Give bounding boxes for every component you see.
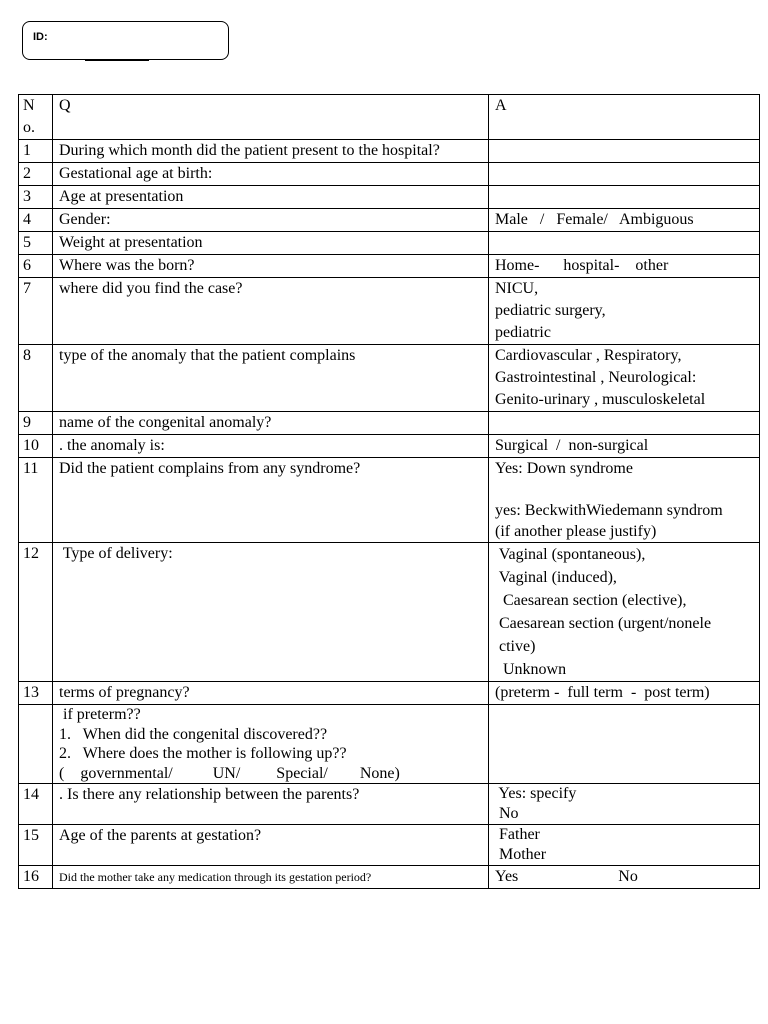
table-row: [19, 543, 760, 682]
row-answer[interactable]: (preterm - full term - post term): [489, 682, 760, 705]
table-row: [19, 435, 760, 458]
row-question: Gender:: [53, 209, 489, 232]
row-answer[interactable]: Surgical / non-surgical: [489, 435, 760, 458]
row-number: 11: [19, 458, 53, 543]
row-answer[interactable]: Yes: Down syndrome yes: BeckwithWiedemann syndrom (if another please justify): [489, 458, 760, 543]
row-question: where did you find the case?: [53, 278, 489, 345]
table-row: [19, 186, 760, 209]
table-row: [19, 866, 760, 889]
row-number: 3: [19, 186, 53, 209]
row-number: 7: [19, 278, 53, 345]
table-row: [19, 682, 760, 705]
row-number: 15: [19, 825, 53, 866]
row-question: Weight at presentation: [53, 232, 489, 255]
row-answer[interactable]: NICU, pediatric surgery, pediatric: [489, 278, 760, 345]
row-answer[interactable]: Father Mother: [489, 825, 760, 866]
row-answer[interactable]: Yes: specify No: [489, 784, 760, 825]
row-number: 8: [19, 345, 53, 412]
table-row: [19, 705, 760, 784]
row-number: 5: [19, 232, 53, 255]
row-question: if preterm?? 1. When did the congenital discovered?? 2. Where does the mother is following up?? ( governmental/ UN/ Special/ None): [53, 705, 489, 784]
row-number: [19, 705, 53, 784]
row-question: Did the patient complains from any syndrome?: [53, 458, 489, 543]
table-row: [19, 163, 760, 186]
row-number: 2: [19, 163, 53, 186]
id-label: ID:: [33, 31, 48, 43]
row-number: 6: [19, 255, 53, 278]
row-question: terms of pregnancy?: [53, 682, 489, 705]
row-number: 14: [19, 784, 53, 825]
row-number: 12: [19, 543, 53, 682]
row-question: . the anomaly is:: [53, 435, 489, 458]
row-answer[interactable]: Male / Female/ Ambiguous: [489, 209, 760, 232]
table-row: [19, 140, 760, 163]
row-question: Age of the parents at gestation?: [53, 825, 489, 866]
row-answer[interactable]: [489, 232, 760, 255]
row-question: Gestational age at birth:: [53, 163, 489, 186]
table-row: [19, 255, 760, 278]
row-question: Did the mother take any medication through its gestation period?: [53, 866, 489, 889]
row-question: During which month did the patient present to the hospital?: [53, 140, 489, 163]
table-row: [19, 825, 760, 866]
header-answer: A: [489, 95, 760, 140]
table-row: [19, 784, 760, 825]
row-number: 4: [19, 209, 53, 232]
header-question: Q: [53, 95, 489, 140]
id-box[interactable]: [22, 21, 229, 60]
id-underline: [85, 60, 149, 61]
header-no: N o.: [19, 95, 53, 140]
row-number: 16: [19, 866, 53, 889]
row-answer[interactable]: [489, 140, 760, 163]
questionnaire-table: [18, 94, 760, 889]
table-row: [19, 412, 760, 435]
row-question: Age at presentation: [53, 186, 489, 209]
row-answer[interactable]: [489, 412, 760, 435]
row-question: name of the congenital anomaly?: [53, 412, 489, 435]
row-question: Where was the born?: [53, 255, 489, 278]
row-question: Type of delivery:: [53, 543, 489, 682]
table-row: [19, 232, 760, 255]
row-answer[interactable]: Yes No: [489, 866, 760, 889]
table-row: [19, 278, 760, 345]
row-number: 1: [19, 140, 53, 163]
row-number: 13: [19, 682, 53, 705]
row-answer[interactable]: [489, 186, 760, 209]
table-row: [19, 345, 760, 412]
row-question: . Is there any relationship between the parents?: [53, 784, 489, 825]
row-answer[interactable]: [489, 163, 760, 186]
row-number: 9: [19, 412, 53, 435]
table-row: [19, 209, 760, 232]
row-answer[interactable]: Cardiovascular , Respiratory, Gastrointestinal , Neurological: Genito-urinary , musculoskeletal: [489, 345, 760, 412]
row-answer[interactable]: [489, 705, 760, 784]
row-question: type of the anomaly that the patient complains: [53, 345, 489, 412]
table-row: [19, 458, 760, 543]
row-number: 10: [19, 435, 53, 458]
table-header-row: [19, 95, 760, 140]
row-answer[interactable]: Vaginal (spontaneous), Vaginal (induced), Caesarean section (elective), Caesarean section (urgent/nonele ctive) Unknown: [489, 543, 760, 682]
row-answer[interactable]: Home- hospital- other: [489, 255, 760, 278]
